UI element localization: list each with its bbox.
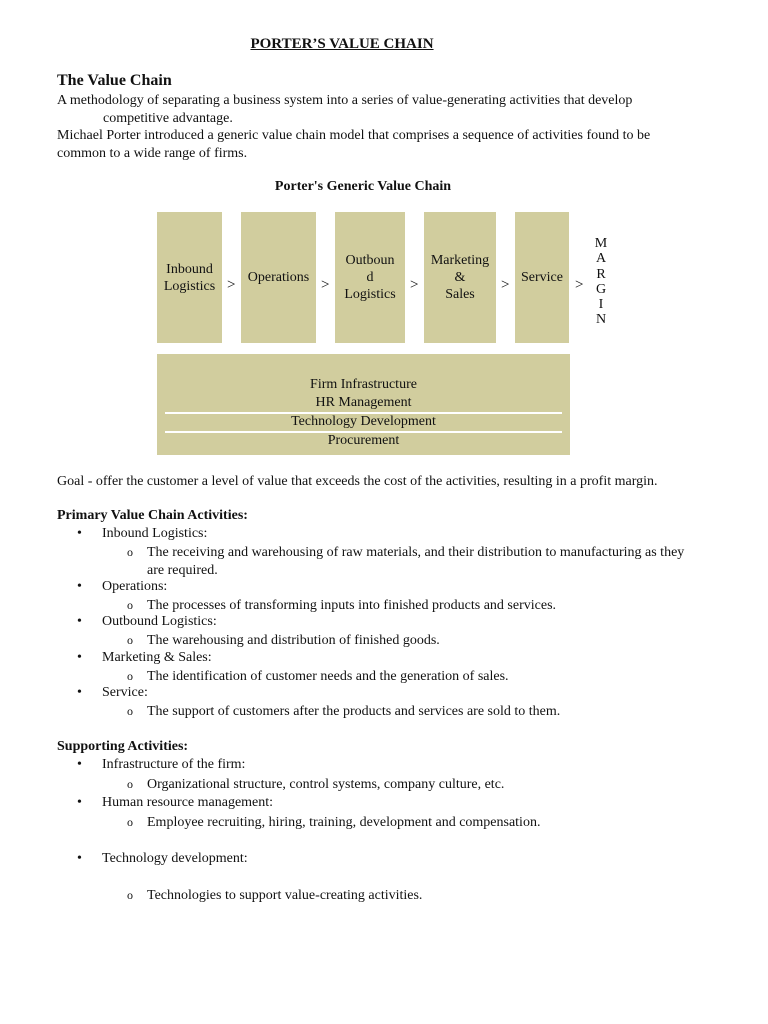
box-label-line: Outboun (345, 253, 395, 268)
intro-paragraph-1 (57, 92, 717, 127)
sub-bullet-icon: o (127, 704, 133, 718)
list-subitem-text: The warehousing and distribution of finished goods. (147, 633, 440, 648)
margin-label (594, 236, 608, 328)
intro-line: competitive advantage. (103, 110, 233, 126)
sub-bullet-icon: o (127, 888, 133, 902)
bullet-icon: • (77, 614, 82, 629)
support-activities-box (157, 354, 570, 455)
chain-arrow: > (410, 277, 419, 293)
support-row-infrastructure: Firm Infrastructure (310, 377, 417, 392)
box-label-line: & (454, 270, 466, 285)
sub-bullet-icon: o (127, 777, 133, 791)
intro-line: Michael Porter introduced a generic value chain model that comprises a sequence of activities found to be (57, 128, 651, 143)
sub-bullet-icon: o (127, 598, 133, 612)
list-subitem-text: Employee recruiting, hiring, training, development and compensation. (147, 815, 541, 830)
bullet-icon: • (77, 685, 82, 700)
list-subitem-text: The receiving and warehousing of raw materials, and their distribution to manufacturing as they are required. (147, 545, 685, 578)
primary-activities-heading: Primary Value Chain Activities: (57, 508, 248, 523)
list-subitem (127, 703, 707, 721)
support-row-hr: HR Management (315, 395, 412, 410)
list-subitem (127, 544, 687, 579)
box-inbound-logistics (157, 212, 222, 343)
bullet-icon: • (77, 650, 82, 665)
sub-bullet-icon: o (127, 815, 133, 829)
diagram-title: Porter's Generic Value Chain (274, 179, 452, 194)
intro-line: common to a wide range of firms. (57, 145, 248, 161)
box-label-line: Logistics (344, 287, 396, 302)
support-row-technology: Technology Development (291, 414, 436, 429)
document-title: PORTER’S VALUE CHAIN (250, 36, 434, 52)
bullet-icon: • (77, 795, 82, 810)
list-subitem-text: The processes of transforming inputs into finished products and services. (147, 598, 557, 613)
chain-arrow: > (575, 277, 584, 293)
box-outbound-logistics (335, 212, 405, 343)
list-subitem (127, 597, 707, 615)
support-row-procurement: Procurement (327, 433, 400, 448)
chain-arrow: > (321, 277, 330, 293)
list-item-label: Human resource management: (102, 795, 274, 810)
chain-arrow: > (501, 277, 510, 293)
list-subitem-text: Organizational structure, control systems, company culture, etc. (147, 777, 505, 792)
list-item-label: Technology development: (102, 851, 248, 866)
list-item-label: Service: (102, 685, 148, 700)
intro-paragraph-2 (57, 127, 717, 162)
sub-bullet-icon: o (127, 669, 133, 683)
supporting-activities-heading: Supporting Activities: (57, 739, 189, 754)
bullet-icon: • (77, 526, 82, 541)
margin-letter: M (594, 236, 608, 251)
margin-letter: I (598, 297, 604, 313)
list-subitem-text: The identification of customer needs and the generation of sales. (147, 669, 509, 684)
sub-bullet-icon: o (127, 545, 133, 559)
sub-bullet-icon: o (127, 633, 133, 647)
bullet-icon: • (77, 579, 82, 594)
margin-letter: R (596, 266, 606, 282)
list-subitem (127, 632, 707, 650)
box-marketing-sales (424, 212, 496, 343)
box-label-line: Inbound (166, 261, 213, 277)
intro-line: A methodology of separating a business system into a series of value-generating activities that develop (57, 93, 633, 108)
list-subitem (127, 887, 707, 905)
margin-letter: N (595, 312, 607, 328)
box-label-line: Operations (247, 270, 310, 285)
list-subitem-text: Technologies to support value-creating activities. (147, 888, 423, 903)
chain-arrow: > (227, 277, 236, 293)
section-heading: The Value Chain (57, 72, 172, 89)
list-item-label: Operations: (102, 579, 168, 594)
list-item-label: Marketing & Sales: (102, 650, 212, 665)
box-label-line: d (366, 270, 374, 285)
list-subitem-text: The support of customers after the products and services are sold to them. (147, 704, 561, 719)
box-operations (241, 212, 316, 343)
box-label-line: Service (521, 270, 563, 285)
box-label-line: Marketing (430, 253, 490, 268)
bullet-icon: • (77, 757, 82, 772)
margin-letter: G (595, 281, 607, 297)
list-item-label: Inbound Logistics: (102, 526, 208, 541)
list-item-label: Infrastructure of the firm: (102, 757, 246, 772)
list-subitem (127, 814, 707, 832)
list-subitem (127, 776, 707, 794)
box-service (515, 212, 569, 343)
bullet-icon: • (77, 851, 82, 866)
box-label-line: Sales (445, 287, 475, 302)
list-subitem (127, 668, 707, 686)
box-label-line: Logistics (163, 278, 216, 294)
margin-letter: A (595, 251, 607, 267)
list-item-label: Outbound Logistics: (102, 614, 217, 629)
goal-text: Goal - offer the customer a level of value that exceeds the cost of the activities, resulting in a profit margin. (57, 474, 658, 489)
